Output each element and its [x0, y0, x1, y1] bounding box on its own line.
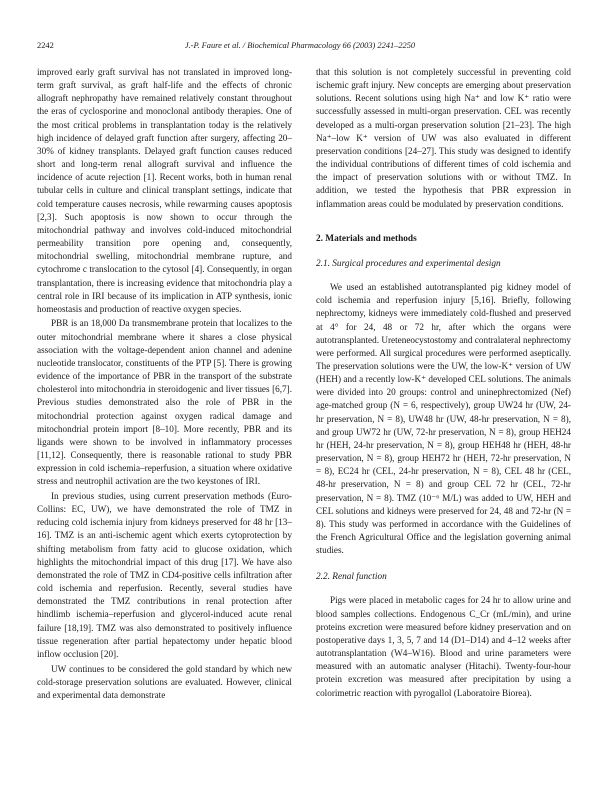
- subsection-heading-renal: 2.2. Renal function: [316, 572, 387, 583]
- section-heading-materials-methods: 2. Materials and methods: [316, 233, 417, 244]
- paragraph-pbr: PBR is an 18,000 Da transmembrane protein that localizes to the outer mitochondrial membrane where it shares a close physical association with the voltage-dependent anion channel and adenine nucleotide translocator, constituents of the PTP [5]. There is growing evidence of the importance of PBR in the transport of the substrate cholesterol into mitochondria in steroidogenic and liver tissues [6,7]. Previous studies demonstrated also the role of PBR in the mitochondrial protection against oxygen radical damage and mitochondrial protein import [8–10]. More recently, PBR and its ligands were shown to be involved in inflammatory processes [11,12]. Consequently, there is reasonable rational to study PBR expression in cold ischemia–reperfusion, a situation where oxidative stress and neutrophil activation are the two keystones of IRI.: [37, 318, 292, 487]
- right-column: [316, 66, 571, 700]
- paragraph-surgical: We used an established autotransplanted pig kidney model of cold ischemia and reperfusion injury [5,16]. Briefly, following nephrectomy, kidneys were immediately cold-flushed and preserved at 4° for 24, 48 or 72 hr, after which the organs were autotransplanted. Ureteneocystostomy and contralateral nephrectomy were performed. All surgical procedures were performed aseptically. The preservation solutions were the UW, the low-K⁺ version of UW (HEH) and a recently low-K⁺ developed CEL solutions. The animals were divided into 20 groups: control and uninephrectomized (Nef) age-matched group (N = 6, respectively), group UW24 hr (UW, 24-hr preservation, N = 8), UW48 hr (UW, 48-hr preservation, N = 8), and group UW72 hr (UW, 72-hr preservation, N = 8), group HEH24 hr (HEH, 24-hr preservation, N = 8), group HEH48 hr (HEH, 48-hr preservation, N = 8), group HEH72 hr (HEH, 72-hr preservation, N = 8), EC24 hr (CEL, 24-hr preservation, N = 8), CEL 48 hr (CEL, 48-hr preservation, N = 8) and group CEL 72 hr (CEL, 72-hr preservation, N = 8). TMZ (10⁻⁶ M/L) was added to UW, HEH and CEL solutions and kidneys were preserved for 24, 48 and 72-hr (N = 8). This study was performed in accordance with the Guidelines of the French Agricultural Office and the legislation governing animal studies.: [316, 282, 571, 556]
- paragraph-uw: UW continues to be considered the gold standard by which new cold-storage preservation solutions are evaluated. However, clinical and experimental data demonstrate: [37, 663, 292, 700]
- paragraph-solutions: that this solution is not completely successful in preventing cold ischemic graft injury. New concepts are emerging about preservation solutions. Recent solutions using high Na⁺ and low K⁺ ratio were successfully assessed in multi-organ preservation. CEL was recently developed as a multi-organ preservation solution [21–23]. The high Na⁺–low K⁺ version of UW was also evaluated in different preservation conditions [24–27]. This study was designed to identify the individual contributions of different times of cold ischemia and the impact of preservation solutions with or without TMZ. In addition, we tested the hypothesis that PBR expression in inflammation areas could be modulated by preservation conditions.: [316, 67, 571, 209]
- subsection-heading-surgical: 2.1. Surgical procedures and experimental design: [316, 258, 501, 269]
- paragraph-intro-continued: improved early graft survival has not translated in improved long-term graft survival, as graft half-life and the effects of chronic allograft nephropathy have remained relatively constant throughout the eras of cyclosporine and monoclonal antibody therapies. One of the most critical problems in transplantation today is the relatively high incidence of delayed graft function after surgery, affecting 20–30% of kidney transplants. Delayed graft function causes reduced short and long-term renal allograft survival and influence the incidence of acute rejection [1]. Recent works, both in human renal tubular cells in culture and clinical transplant settings, indicate that cold temperature causes necrosis, while rewarming causes apoptosis [2,3]. Such apoptosis is now shown to occur through the mitochondrial pathway and involves cold-induced mitochondrial permeability transition pore opening and, consequently, mitochondrial swelling, mitochondrial membrane rupture, and cytochrome c translocation to the cytosol [4]. Consequently, in organ transplantation, there is increasing evidence that mitochondria play a central role in IRI because of its implication in ATP synthesis, ionic homeostasis and production of reactive oxygen species.: [37, 67, 292, 314]
- page-number: 2242: [37, 41, 54, 50]
- running-head: J.-P. Faure et al. / Biochemical Pharmacology 66 (2003) 2241–2250: [184, 41, 416, 50]
- paragraph-tmz: In previous studies, using current preservation methods (Euro-Collins: EC, UW), we have demonstrated the role of TMZ in reducing cold ischemia injury from kidneys preserved for 48 hr [13–16]. TMZ is an anti-ischemic agent which exerts cytoprotection by shifting metabolism from fatty acid to glucose oxidation, which highlights the mitochondrial impact of this drug [17]. We have also demonstrated the role of TMZ in CD4-positive cells infiltration after cold ischemia and reperfusion. Recently, several studies have demonstrated the TMZ contributions in renal protection after hindlimb ischemia–reperfusion and glycerol-induced acute renal failure [18,19]. TMZ was also demonstrated to positively influence tissue regeneration after partial hepatectomy under hepatic blood inflow occlusion [20].: [37, 491, 292, 659]
- running-header: [37, 41, 563, 55]
- paragraph-renal: Pigs were placed in metabolic cages for 24 hr to allow urine and blood samples collections. Endogenous C_Cr (mL/min), and urine proteins excretion were measured before kidney preservation and on postoperative days 1, 3, 5, 7 and 14 (D1–D14) and 4–12 weeks after autotransplantation (W4–W16). Blood and urine parameters were measured with an automatic analyser (Hitachi). Twenty-four-hour protein excretion was measured after precipitation by using a colorimetric reaction with pyrogallol (Laboratoire Biorea).: [316, 595, 571, 698]
- left-column: [37, 66, 292, 702]
